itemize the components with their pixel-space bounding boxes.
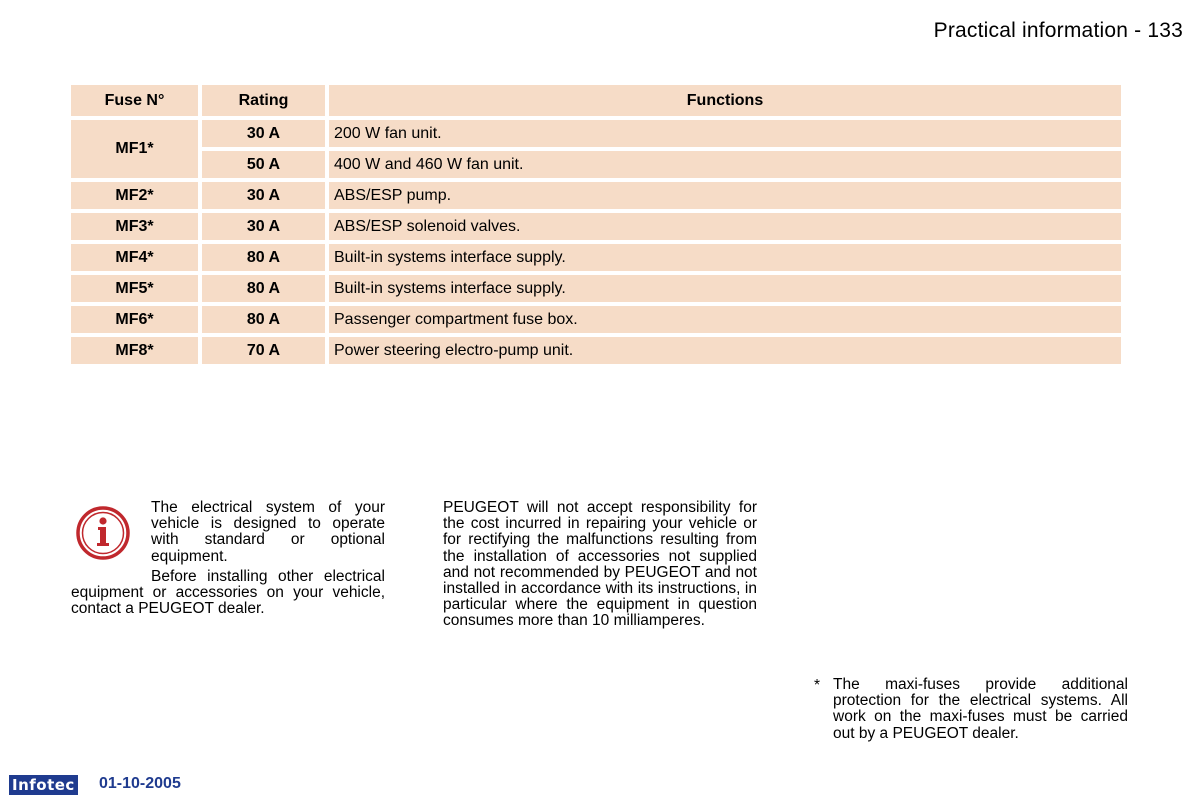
info-icon [76,506,130,560]
function-cell: Passenger compartment fuse box. [329,306,1121,333]
rating-cell: 30 A [202,120,325,147]
rating-cell: 80 A [202,275,325,302]
fuse-cell: MF8* [71,337,198,364]
fuse-cell: MF1* [71,120,198,178]
fuse-cell: MF4* [71,244,198,271]
header-functions: Functions [329,85,1121,116]
maxi-fuse-footnote [833,677,1128,742]
table-header-row [71,85,1121,116]
fuse-table [67,81,1125,368]
function-cell: ABS/ESP solenoid valves. [329,213,1121,240]
rating-cell: 30 A [202,182,325,209]
table-row [71,337,1121,364]
publication-date: 01-10-2005 [99,775,181,792]
function-cell: ABS/ESP pump. [329,182,1121,209]
function-cell: Built-in systems interface supply. [329,275,1121,302]
electrical-system-note [151,500,385,565]
table-row [71,182,1121,209]
function-cell: 400 W and 460 W fan unit. [329,151,1121,178]
rating-cell: 70 A [202,337,325,364]
fuse-cell: MF2* [71,182,198,209]
table-row [71,275,1121,302]
rating-cell: 50 A [202,151,325,178]
table-row [71,120,1121,147]
installation-note [71,569,385,618]
note-paragraph: PEUGEOT will not accept responsibility for the cost incurred in repairing your vehicle or for rectifying the malfunctions resulting from the installation of accessories not supplied and not recommended by PEUGEOT and not installed in accordance with its instructions, in particular where the equipment in question consumes more than 10 milliamperes. [443,499,757,630]
function-cell: Power steering electro-pump unit. [329,337,1121,364]
function-cell: Built-in systems interface supply. [329,244,1121,271]
page-title: Practical information - 133 [933,19,1183,42]
note-paragraph: Before installing other electrical equipment or accessories on your vehicle, contact a PEUGEOT dealer. [71,568,385,618]
function-cell: 200 W fan unit. [329,120,1121,147]
footnote-marker: * [814,677,821,694]
fuse-cell: MF3* [71,213,198,240]
infotec-logo: Infotec [9,775,78,795]
rating-cell: 80 A [202,244,325,271]
fuse-cell: MF5* [71,275,198,302]
table-row [71,151,1121,178]
rating-cell: 30 A [202,213,325,240]
header-fuse-number: Fuse N° [71,85,198,116]
responsibility-note [443,500,757,630]
table-row [71,244,1121,271]
footnote-paragraph: The maxi-fuses provide additional protection for the electrical systems. All work on the maxi-fuses must be carried out by a PEUGEOT dealer. [833,676,1128,742]
rating-cell: 80 A [202,306,325,333]
note-paragraph: The electrical system of your vehicle is designed to operate with standard or optional equipment. [151,499,385,565]
table-row [71,306,1121,333]
table-row [71,213,1121,240]
header-rating: Rating [202,85,325,116]
fuse-cell: MF6* [71,306,198,333]
